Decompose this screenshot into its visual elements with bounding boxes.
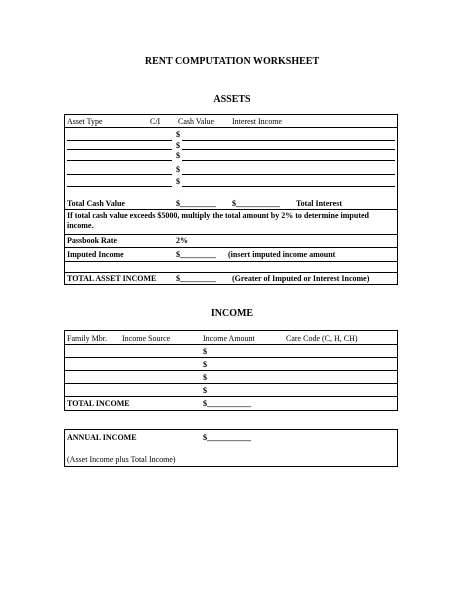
imputed-income-note: (insert imputed income amount	[228, 250, 336, 259]
dollar-sign: $	[203, 347, 207, 356]
assets-divider	[64, 261, 398, 262]
asset-row-line	[182, 149, 395, 150]
total-income-label: TOTAL INCOME	[67, 399, 130, 408]
passbook-rate-label: Passbook Rate	[67, 236, 118, 245]
income-row-line	[64, 357, 398, 358]
dollar-sign: $	[176, 177, 180, 186]
total-income-field[interactable]: $___________	[203, 399, 251, 408]
asset-row-line	[67, 186, 172, 187]
asset-row-line	[182, 186, 395, 187]
total-asset-income-label: TOTAL ASSET INCOME	[67, 274, 157, 283]
annual-income-field[interactable]: $___________	[203, 433, 251, 442]
total-interest-field[interactable]: $___________	[232, 199, 280, 208]
dollar-sign: $	[176, 141, 180, 150]
asset-row-line	[182, 140, 395, 141]
asset-row-line	[67, 149, 172, 150]
income-source-header: Income Source	[122, 334, 171, 343]
annual-income-label: ANNUAL INCOME	[67, 433, 137, 442]
dollar-sign: $	[176, 165, 180, 174]
annual-income-note: (Asset Income plus Total Income)	[67, 455, 176, 464]
assets-divider	[64, 234, 398, 235]
total-cash-value-field[interactable]: $_________	[176, 199, 216, 208]
interest-income-header: Interest Income	[232, 117, 282, 126]
total-cash-value-label: Total Cash Value	[67, 199, 125, 208]
dollar-sign: $	[203, 386, 207, 395]
asset-row-line	[67, 160, 172, 161]
imputed-income-instruction: If total cash value exceeds $5000, multiply the total amount by 2% to determine imputed income.	[67, 211, 369, 230]
passbook-rate-value: 2%	[176, 236, 188, 245]
total-asset-income-note: (Greater of Imputed or Interest Income)	[232, 274, 370, 283]
cash-value-header: Cash Value	[178, 117, 215, 126]
ci-header: C/I	[150, 117, 161, 126]
assets-divider	[64, 247, 398, 248]
income-heading: INCOME	[210, 308, 254, 319]
income-header-divider	[64, 344, 398, 345]
assets-heading: ASSETS	[213, 94, 251, 105]
family-member-header: Family Mbr.	[67, 334, 108, 343]
income-row-line	[64, 370, 398, 371]
dollar-sign: $	[203, 360, 207, 369]
assets-divider	[64, 272, 398, 273]
income-row-line	[64, 383, 398, 384]
dollar-sign: $	[176, 130, 180, 139]
asset-row-line	[182, 174, 395, 175]
assets-divider	[64, 209, 398, 210]
income-row-line	[64, 396, 398, 397]
asset-row-line	[67, 174, 172, 175]
total-interest-label: Total Interest	[296, 199, 342, 208]
asset-row-line	[67, 140, 172, 141]
asset-type-header: Asset Type	[67, 117, 103, 126]
page-title: RENT COMPUTATION WORKSHEET	[144, 56, 320, 67]
income-amount-header: Income Amount	[203, 334, 255, 343]
dollar-sign: $	[176, 151, 180, 160]
care-code-header: Care Code (C, H, CH)	[286, 334, 358, 343]
imputed-income-field[interactable]: $_________	[176, 250, 216, 259]
total-asset-income-field[interactable]: $_________	[176, 274, 216, 283]
assets-header-divider	[64, 127, 398, 128]
asset-row-line	[182, 160, 395, 161]
imputed-income-label: Imputed Income	[67, 250, 124, 259]
dollar-sign: $	[203, 373, 207, 382]
